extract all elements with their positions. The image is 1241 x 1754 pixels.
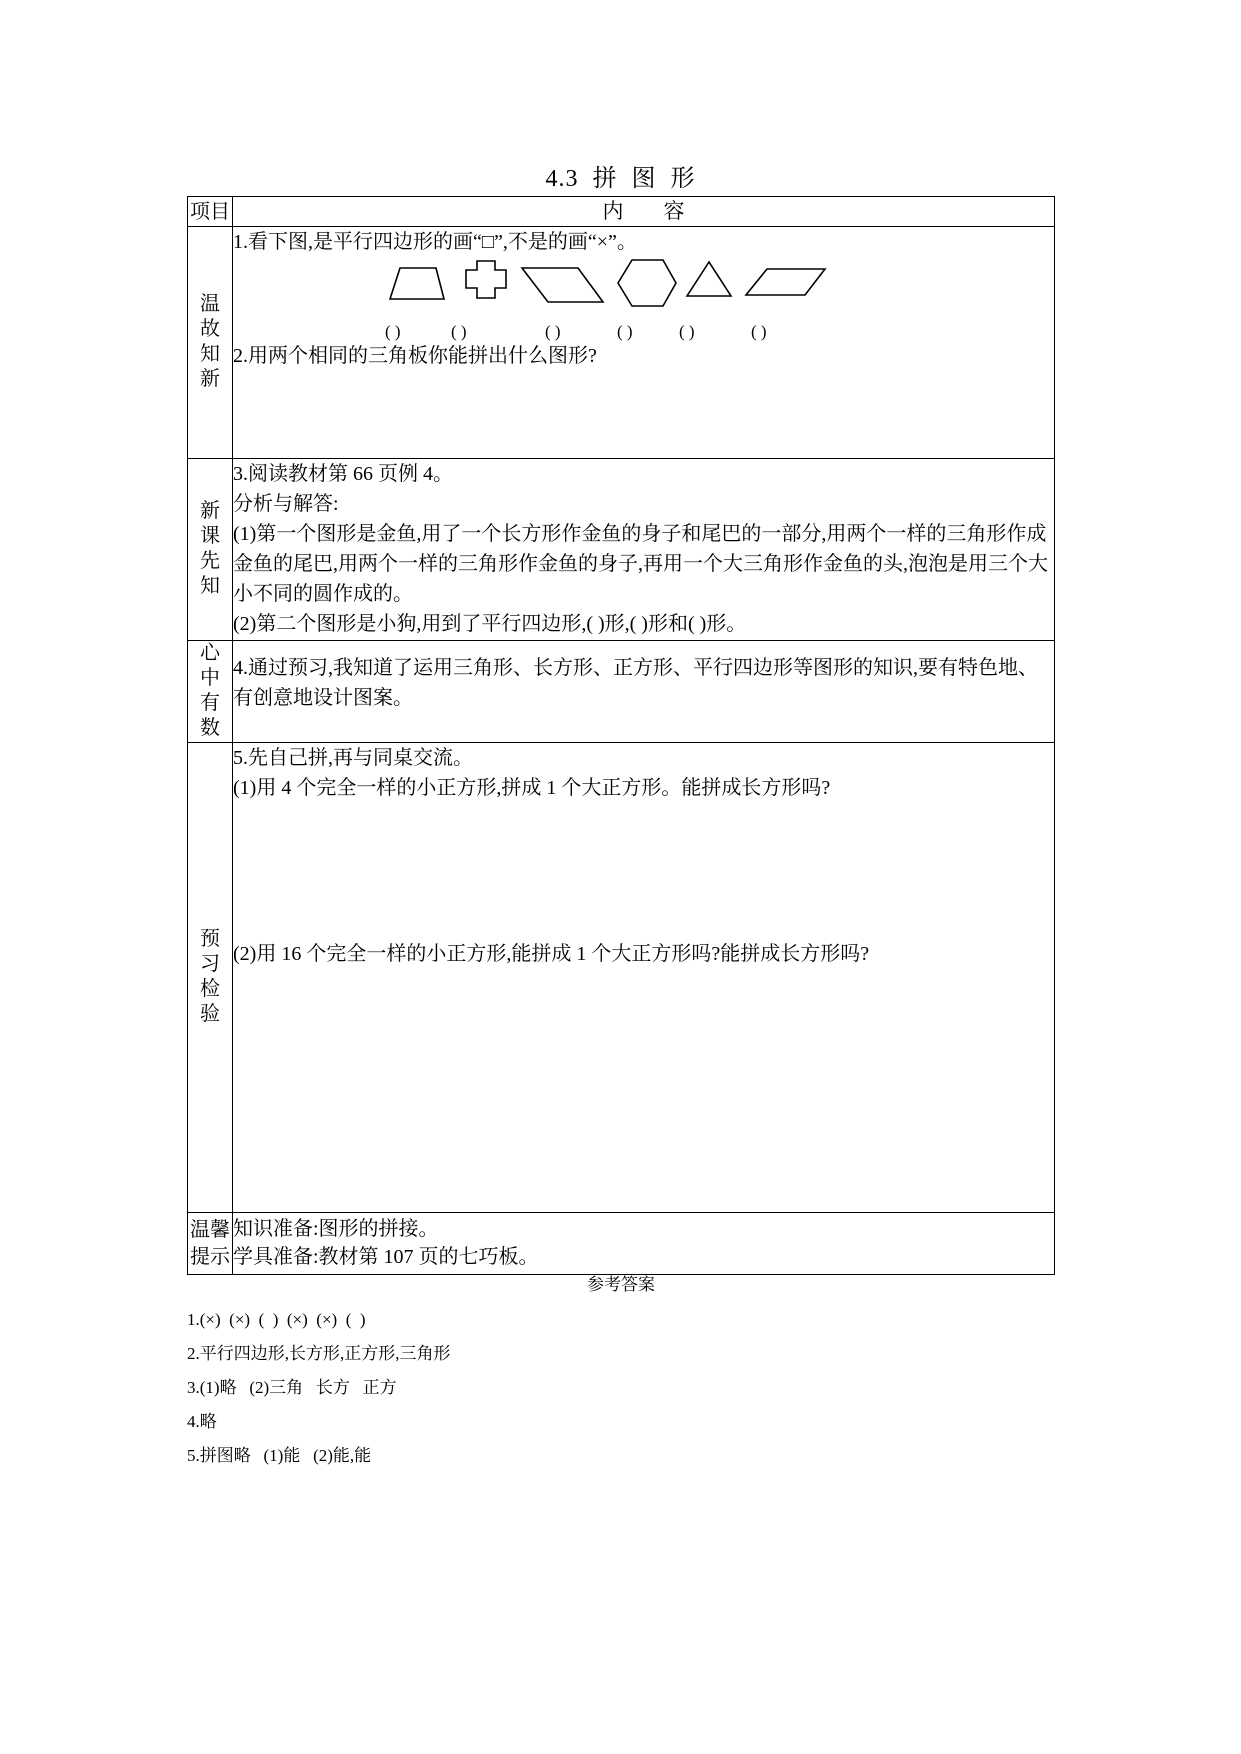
trapezoid-icon [390,268,444,299]
section-label: 温故知新 [200,293,220,390]
header-content-a: 内 [602,199,624,223]
section-label: 温馨提示 [190,1218,230,1268]
cross-icon [466,261,506,298]
question-2: 2.用两个相同的三角板你能拼出什么图形? [233,345,597,367]
section-content [233,641,1055,743]
shapes-figure [233,257,1093,341]
question-1: 1.看下图,是平行四边形的画“□”,不是的画“×”。 [233,231,637,253]
title-char: 拼 [592,166,618,192]
section-label-cell [188,1213,233,1275]
section-takeaway [188,641,1055,743]
section-review [188,227,1055,459]
answer-item: 2.平行四边形,长方形,正方形,三角形 [187,1344,451,1363]
section-label-cell [188,227,233,459]
header-label: 项目 [190,200,230,223]
answer-item: 3.(1)略 (2)三角 长方 正方 [187,1378,397,1397]
trapezoid-slanted-icon [522,268,603,302]
question-4: 4.通过预习,我知道了运用三角形、长方形、正方形、平行四边形等图形的知识,要有特色地、有创意地设计图案。 [233,657,1038,709]
shape-row [233,257,1054,341]
section-label: 新课先知 [200,500,220,597]
answer-key-heading: 参考答案 [587,1275,655,1294]
answer-item: 4.略 [187,1412,217,1431]
title-char: 形 [670,166,696,192]
section-label: 心中有数 [200,642,220,739]
answer-blank[interactable]: ( ) [545,322,561,341]
header-content-b: 容 [663,199,685,223]
page-title [0,158,1241,193]
section-content [233,459,1055,641]
section-content [233,1213,1055,1275]
analysis-part-2: (2)第二个图形是小狗,用到了平行四边形,( )形,( )形和( )形。 [233,613,747,635]
answer-key [187,1270,1055,1473]
header-label-cell [188,197,233,227]
section-label-cell [188,743,233,1213]
answer-space[interactable] [233,803,1054,939]
title-char: 图 [631,166,657,192]
section-label-cell [188,459,233,641]
section-content [233,743,1055,1213]
section-label-cell [188,641,233,743]
answer-blank[interactable]: ( ) [679,322,695,341]
title-number: 4.3 [545,166,579,192]
tip-materials: 学具准备:教材第 107 页的七巧板。 [233,1246,539,1268]
question-5-part-2: (2)用 16 个完全一样的小正方形,能拼成 1 个大正方形吗?能拼成长方形吗? [233,943,870,965]
section-label: 预习检验 [200,928,220,1025]
header-content-cell [233,197,1055,227]
tip-knowledge: 知识准备:图形的拼接。 [233,1218,439,1240]
answer-item: 1.(×) (×) ( ) (×) (×) ( ) [187,1310,366,1329]
section-preview [188,459,1055,641]
answer-blank[interactable]: ( ) [451,322,467,341]
answer-blank[interactable]: ( ) [617,322,633,341]
answer-blank[interactable]: ( ) [385,322,401,341]
answer-item: 5.拼图略 (1)能 (2)能,能 [187,1446,372,1465]
analysis-part-1: (1)第一个图形是金鱼,用了一个长方形作金鱼的身子和尾巴的一部分,用两个一样的三角形作成金鱼的尾巴,用两个一样的三角形作金鱼的身子,再用一个大三角形作金鱼的头,泡泡是用三个大小不同的圆作成的。 [233,523,1048,605]
worksheet-table [187,196,1055,1275]
hexagon-icon [618,260,676,306]
table-header-row [188,197,1055,227]
question-5: 5.先自己拼,再与同桌交流。 [233,747,473,769]
question-5-part-1: (1)用 4 个完全一样的小正方形,拼成 1 个大正方形。能拼成长方形吗? [233,777,831,799]
answer-blank[interactable]: ( ) [751,322,767,341]
section-tips [188,1213,1055,1275]
question-3: 3.阅读教材第 66 页例 4。 [233,463,453,485]
section-check [188,743,1055,1213]
triangle-icon [687,262,731,296]
analysis-heading: 分析与解答: [233,493,339,515]
section-content [233,227,1055,459]
parallelogram-icon [746,269,825,295]
